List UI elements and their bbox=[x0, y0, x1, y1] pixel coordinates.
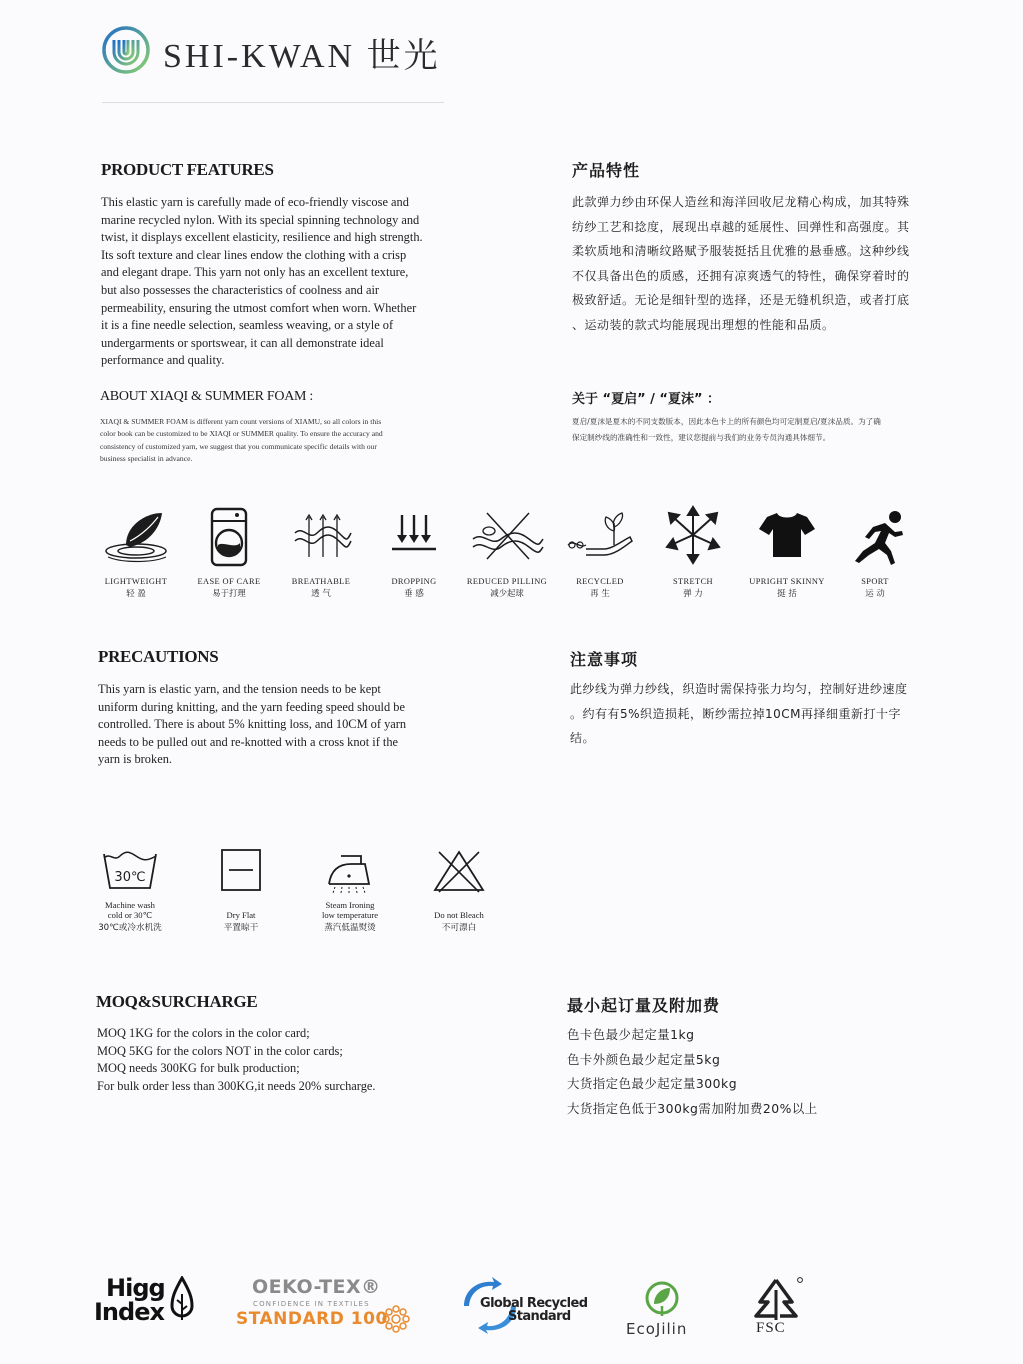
text-line: 此款弹力纱由环保人造丝和海洋回收尼龙精心构成，加其特殊 bbox=[572, 195, 910, 209]
text-line: This elastic yarn is carefully made of eco-friendly viscose and bbox=[101, 195, 409, 209]
text-line: and elegant drape. This yarn not only has an excellent texture, bbox=[101, 265, 409, 280]
higg-text: Higg bbox=[106, 1274, 165, 1302]
about-title: ABOUT XIAQI & SUMMER FOAM : bbox=[100, 389, 313, 404]
text-line: 结。 bbox=[570, 731, 596, 746]
care-label-zh: 平置晾干 bbox=[223, 923, 259, 933]
fsc-text: FSC bbox=[756, 1320, 786, 1336]
moq-title-zh: 最小起订量及附加费 bbox=[567, 996, 721, 1015]
wash-30-icon bbox=[100, 848, 160, 894]
feature-label-zh: 减少起球 bbox=[490, 588, 524, 598]
text-line: 夏启/夏沫是夏木的不同支数版本，因此本色卡上的所有颜色均可定制夏启/夏沫品质。为了确 bbox=[572, 417, 881, 426]
product-features-title-zh: 产品特性 bbox=[572, 161, 641, 180]
text-line: performance and quality. bbox=[101, 353, 225, 368]
feature-label-en: DROPPING bbox=[391, 577, 437, 586]
care-label-zh: 不可漂白 bbox=[441, 923, 477, 933]
moq-line: MOQ 5KG for the colors NOT in the color cards; bbox=[97, 1043, 343, 1058]
higg-drop-icon bbox=[170, 1276, 194, 1324]
moq-body-en bbox=[97, 1025, 477, 1095]
text-line: undergarments or sportswear, it can all demonstrate ideal bbox=[101, 335, 384, 350]
product-features-body-zh bbox=[572, 190, 962, 338]
moq-line: 大货指定色最少起定量300kg bbox=[567, 1076, 738, 1092]
care-label-zh: 蒸汽低温熨烫 bbox=[324, 923, 376, 933]
feature-label-en: EASE OF CARE bbox=[197, 577, 261, 586]
care-steam-iron bbox=[295, 848, 405, 933]
moq-line: 色卡外颜色最少起定量5kg bbox=[567, 1051, 721, 1067]
feature-label-en: UPRIGHT SKINNY bbox=[749, 577, 825, 586]
washing-machine-icon bbox=[189, 505, 269, 567]
fsc-tree-icon bbox=[748, 1276, 804, 1322]
feature-label-zh: 透 气 bbox=[311, 588, 331, 598]
stretch-arrows-icon bbox=[653, 505, 733, 567]
care-label-en: Steam Ironing bbox=[325, 900, 375, 910]
text-line: marine recycled nylon. With its special spinning technology and bbox=[101, 212, 420, 227]
text-line: 此纱线为弹力纱线，织造时需保持张力均匀，控制好进纱速度 bbox=[570, 682, 908, 696]
text-line: 纺纱工艺和捻度，展现出卓越的延展性、回弹性和高强度。其 bbox=[572, 219, 910, 234]
feature-recycled bbox=[552, 505, 648, 599]
text-line: 、运动装的款式均能展现出理想的性能和品质。 bbox=[572, 317, 835, 332]
text-line: uniform during knitting, and the yarn feeding speed should be bbox=[98, 699, 405, 714]
text-line: consistency of customized yarn, we suggest that you communicate specific details with our bbox=[100, 441, 377, 451]
no-bleach-icon bbox=[429, 848, 489, 894]
index-text: Index bbox=[94, 1298, 164, 1326]
drape-arrows-icon bbox=[374, 505, 454, 567]
text-line: permeability, ensuring the utmost comfort when worn. Whether bbox=[101, 300, 417, 315]
ecojilin-logo bbox=[622, 1280, 706, 1340]
moq-line: For bulk order less than 300KG,it needs 20% surcharge. bbox=[97, 1078, 376, 1093]
text-line: controlled. There is about 5% knitting loss, and 10CM of yarn bbox=[98, 717, 407, 732]
feature-stretch bbox=[645, 505, 741, 599]
moq-line: MOQ 1KG for the colors in the color card; bbox=[97, 1026, 310, 1040]
text-line: This yarn is elastic yarn, and the tension needs to be kept bbox=[98, 682, 381, 696]
moq-line: MOQ needs 300KG for bulk production; bbox=[97, 1061, 300, 1076]
feature-lightweight bbox=[88, 505, 184, 599]
brand-name: SHI-KWAN 世光 bbox=[163, 38, 441, 75]
about-body-en bbox=[100, 416, 460, 466]
product-features-body-en bbox=[101, 194, 481, 370]
care-label-en: low temperature bbox=[321, 910, 379, 920]
product-features-title: PRODUCT FEATURES bbox=[101, 160, 274, 179]
feature-label-zh: 挺 括 bbox=[777, 588, 797, 598]
feature-label-zh: 轻 盈 bbox=[126, 588, 146, 598]
grs-logo bbox=[456, 1276, 586, 1336]
grs-line2: Standard bbox=[508, 1309, 571, 1324]
oeko-title: OEKO-TEX® bbox=[252, 1276, 381, 1298]
moq-body-zh bbox=[567, 1023, 957, 1121]
dry-flat-icon bbox=[211, 848, 271, 894]
feature-label-zh: 弹 力 bbox=[683, 588, 703, 598]
breathable-icon bbox=[281, 505, 361, 567]
steam-iron-icon bbox=[315, 848, 385, 894]
oeko-standard: STANDARD 100 bbox=[236, 1309, 388, 1329]
care-label-en: Dry Flat bbox=[226, 910, 256, 920]
text-line: but also possesses the characteristics of coolness and air bbox=[101, 282, 380, 297]
feature-label-en: LIGHTWEIGHT bbox=[104, 577, 168, 586]
care-label-en: cold or 30℃ bbox=[107, 910, 153, 920]
moq-line: 大货指定色低于300kg需加附加费20%以上 bbox=[567, 1100, 818, 1116]
wash-temperature: 30℃ bbox=[114, 870, 146, 885]
recycled-hand-icon bbox=[560, 505, 640, 567]
feature-breathable bbox=[273, 505, 369, 599]
shikwan-logo-icon bbox=[100, 24, 152, 76]
higg-index-logo bbox=[94, 1272, 198, 1332]
about-body-zh bbox=[572, 414, 952, 446]
feature-label-zh: 运 动 bbox=[865, 588, 885, 598]
text-line: 保定制纱线的准确性和一致性，建议您提前与我们的业务专员沟通具体细节。 bbox=[572, 433, 831, 442]
text-line: color book can be customized to be XIAQI or SUMMER quality. To ensure the accuracy and bbox=[100, 429, 383, 439]
feature-label-en: SPORT bbox=[861, 577, 889, 586]
feather-icon bbox=[96, 505, 176, 567]
text-line: Its soft texture and clear lines endow the clothing with a crisp bbox=[101, 247, 407, 262]
feature-label-en: STRETCH bbox=[672, 577, 714, 586]
oeko-tex-logo bbox=[236, 1276, 420, 1336]
feature-reduced-pilling bbox=[459, 505, 555, 599]
text-line: twist, it displays excellent elasticity, resilience and high strength. bbox=[101, 230, 423, 245]
text-line: it is a fine needle selection, seamless weaving, or a style of bbox=[101, 318, 394, 333]
care-machine-wash bbox=[75, 848, 185, 933]
feature-label-zh: 垂 感 bbox=[404, 588, 424, 598]
text-line: yarn is broken. bbox=[98, 752, 172, 767]
care-label-en: Do not Bleach bbox=[434, 910, 484, 920]
header-divider bbox=[102, 102, 444, 103]
about-title-zh: 关于 “夏启” / “夏沫” ： bbox=[572, 392, 721, 407]
feature-label-zh: 再 生 bbox=[590, 588, 610, 598]
care-label-en: Machine wash bbox=[105, 900, 155, 910]
text-line: 不仅具备出色的质感，还拥有凉爽透气的特性，确保穿着时的 bbox=[572, 268, 910, 283]
text-line: needs to be pulled out and re-knotted with a cross knot if the bbox=[98, 734, 399, 749]
moq-line: 色卡色最少起定量1kg bbox=[567, 1027, 695, 1042]
text-line: 。约有有5%织造损耗，断纱需拉掉10CM再择细重新打十字 bbox=[570, 706, 902, 721]
fsc-logo bbox=[744, 1276, 808, 1338]
oeko-flower-icon bbox=[379, 1302, 413, 1336]
text-line: business specialist in advance. bbox=[100, 454, 193, 464]
ecojilin-text: EcoJilin bbox=[626, 1320, 688, 1338]
feature-upright-skinny bbox=[739, 505, 835, 599]
feature-sport bbox=[827, 505, 923, 599]
feature-label-en: BREATHABLE bbox=[291, 577, 351, 586]
oeko-subtitle: CONFIDENCE IN TEXTILES bbox=[253, 1300, 370, 1308]
text-line: XIAQI & SUMMER FOAM is different yarn count versions of XIAMU, so all colors in this bbox=[100, 417, 382, 426]
precautions-body-zh bbox=[570, 677, 960, 751]
care-no-bleach bbox=[404, 848, 514, 933]
care-dry-flat bbox=[186, 848, 296, 933]
moq-title: MOQ&SURCHARGE bbox=[96, 992, 258, 1011]
care-label-zh: 30℃或冷水机洗 bbox=[98, 923, 162, 933]
eco-leaf-icon bbox=[640, 1280, 684, 1318]
precautions-title: PRECAUTIONS bbox=[98, 647, 219, 666]
feature-dropping bbox=[366, 505, 462, 599]
reduced-pilling-icon bbox=[467, 505, 547, 567]
runner-icon bbox=[835, 505, 915, 567]
precautions-body-en bbox=[98, 681, 478, 769]
grs-line1: Global Recycled bbox=[480, 1296, 588, 1311]
feature-ease-of-care bbox=[181, 505, 277, 599]
feature-label-en: REDUCED PILLING bbox=[466, 577, 548, 586]
feature-label-en: RECYCLED bbox=[576, 577, 624, 586]
tshirt-icon bbox=[747, 505, 827, 567]
text-line: 极致舒适。无论是细针型的选择，还是无缝机织造，或者打底 bbox=[572, 293, 910, 308]
text-line: 柔软质地和清晰纹路赋予服装挺括且优雅的悬垂感。这种纱线 bbox=[572, 244, 910, 259]
precautions-title-zh: 注意事项 bbox=[570, 650, 639, 669]
feature-label-zh: 易于打理 bbox=[212, 588, 246, 598]
